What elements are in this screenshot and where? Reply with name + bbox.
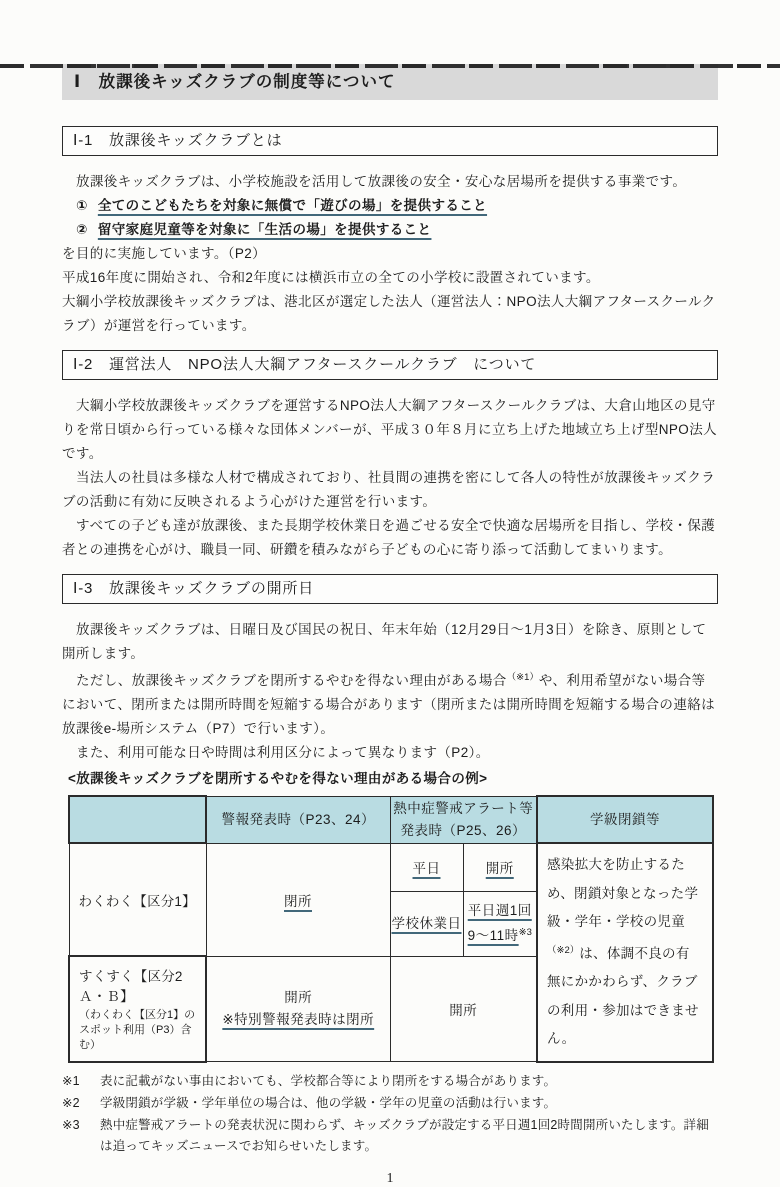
- footnote-ref-2: （※2）: [547, 944, 580, 956]
- list-item-2: [62, 218, 718, 242]
- page-content: [0, 64, 780, 1187]
- table-cell-class-closure: [537, 843, 713, 1062]
- paragraph: 放課後キッズクラブは、日曜日及び国民の祝日、年末年始（12月29日～1月3日）を除き、原則として開所します。: [62, 622, 707, 661]
- open-status: 開所: [284, 989, 313, 1005]
- paragraph: また、利用可能な日や時間は利用区分によって異なります（P2）。: [76, 745, 490, 760]
- paragraph: 当法人の社員は多様な人材で構成されており、社員間の連携を密にして各人の特性が放課後キッズクラブの活動に有効に反映されるよう心がけた運営を行います。: [62, 470, 716, 509]
- table-cell-warning-wakuwaku: [206, 843, 390, 956]
- footnotes: [62, 1071, 718, 1157]
- section-3-body: [62, 618, 718, 791]
- paragraph: 平成16年度に開始され、令和2年度には横浜市立の全ての小学校に設置されています。: [62, 270, 600, 285]
- paragraph-text: や、利用希望がない場合等において、閉所または開所時間を短縮する場合があります（閉所または開所時間を短縮する場合の連絡は放課後e-場所システム（P7）で行います）。: [62, 673, 716, 736]
- list-item-2-text: 留守家庭児童等を対象に「生活の場」を提供すること: [97, 222, 432, 237]
- footnote-1: [62, 1071, 718, 1092]
- footnote-1-number: ※1: [62, 1073, 80, 1088]
- table-header-heat-alert: [390, 796, 537, 843]
- section-heading-2: [62, 350, 718, 380]
- scan-edge-artifact: [0, 64, 780, 68]
- table-cell-holiday-value: [463, 891, 537, 956]
- table-cell-warning-sukusuku: [206, 956, 390, 1062]
- list-item-1-text: 全てのこどもたちを対象に無償で「遊びの場」を提供すること: [97, 198, 488, 213]
- closed-status: 閉所: [284, 893, 312, 909]
- chapter-title: Ⅰ 放課後キッズクラブの制度等について: [74, 73, 396, 91]
- footnote-1-text: 表に記載がない事由においても、学校都合等により閉所をする場合があります。: [100, 1073, 557, 1088]
- table-cell-weekday-label: [390, 843, 463, 891]
- closure-cases-table: [68, 795, 714, 1063]
- closure-text: 感染拡大を防止するため、閉鎖対象となった学級・学年・学校の児童: [547, 857, 699, 929]
- section-heading-1: [62, 126, 718, 156]
- paragraph: を目的に実施しています。（P2）: [62, 246, 267, 261]
- footnote-2-number: ※2: [62, 1095, 80, 1110]
- footnote-2-text: 学級閉鎖が学級・学年単位の場合は、他の学級・学年の児童の活動は行います。: [100, 1095, 557, 1110]
- list-item-2-number: ②: [76, 222, 88, 237]
- section-heading-1-label: Ⅰ-1 放課後キッズクラブとは: [73, 132, 283, 149]
- special-warning-note: ※特別警報発表時は閉所: [222, 1011, 375, 1027]
- paragraph-text: ただし、放課後キッズクラブを閉所するやむを得ない理由がある場合: [76, 673, 507, 688]
- section-2-body: [62, 394, 718, 562]
- table-header-empty-cell: [69, 796, 206, 843]
- section-heading-3-label: Ⅰ-3 放課後キッズクラブの開所日: [73, 580, 315, 597]
- sukusuku-label: すくすく【区分2Ａ・Ｂ】: [79, 968, 183, 1004]
- table-cell-alert-sukusuku: 開所: [390, 956, 537, 1062]
- table-header-warning: 警報発表時（P23、24）: [206, 796, 390, 843]
- footnote-3: [62, 1115, 718, 1157]
- table-cell-holiday-label: [390, 891, 463, 956]
- paragraph: 放課後キッズクラブは、小学校施設を活用して放課後の安全・安心な居場所を提供する事業です。: [76, 174, 687, 189]
- paragraph: 大綱小学校放課後キッズクラブを運営するNPO法人大綱アフタースクールクラブは、大倉山地区の見守りを常日頃から行っている様々な団体メンバーが、平成３０年８月に立ち上げた地域立ち上げ型NPO法人です。: [62, 398, 718, 461]
- list-item-1-number: ①: [76, 198, 88, 213]
- weekday-label: 平日: [412, 861, 441, 877]
- table-caption: <放課後キッズクラブを閉所するやむを得ない理由がある場合の例>: [68, 771, 488, 786]
- open-status: 開所: [485, 861, 514, 877]
- section-heading-3: [62, 574, 718, 604]
- table-row-label-wakuwaku: わくわく【区分1】: [69, 843, 206, 956]
- section-heading-2-label: Ⅰ-2 運営法人 NPO法人大綱アフタースクールクラブ について: [73, 356, 537, 373]
- table-header-class-closure: 学級閉鎖等: [537, 796, 713, 843]
- scanned-document-page: [0, 64, 780, 1186]
- table-cell-weekday-value: [463, 843, 537, 891]
- paragraph: [62, 666, 718, 741]
- page-number: 1: [386, 1170, 394, 1186]
- list-item-1: [62, 194, 718, 218]
- footnote-3-number: ※3: [62, 1117, 80, 1132]
- chapter-title-bar: [62, 64, 718, 100]
- closure-text: は、体調不良の有無にかかわらず、クラブの利用・参加はできません。: [547, 945, 699, 1046]
- sukusuku-sublabel: （わくわく【区分1】のスポット利用（P3）含む）: [79, 1008, 196, 1051]
- holiday-value-line1: 平日週1回: [467, 903, 532, 919]
- school-holiday-label: 学校休業日: [391, 915, 462, 931]
- table-header-heat-alert-line2: 発表時（P25、26）: [400, 822, 527, 838]
- footnote-3-text: 熱中症警戒アラートの発表状況に関わらず、キッズクラブが設定する平日週1回2時間開所いたします。詳細は追ってキッズニュースでお知らせいたします。: [100, 1117, 709, 1153]
- footnote-ref-3: ※3: [518, 927, 532, 939]
- footnote-ref-1: （※1）: [506, 672, 539, 683]
- holiday-value-line2: 9～11時: [467, 928, 519, 944]
- section-1-body: [62, 170, 718, 338]
- table-header-heat-alert-line1: 熱中症警戒アラート等: [393, 800, 534, 816]
- footnote-2: [62, 1093, 718, 1114]
- table-row-label-sukusuku: [69, 956, 206, 1062]
- paragraph: すべての子ども達が放課後、また長期学校休業日を過ごせる安全で快適な居場所を目指し、学校・保護者との連携を心がけ、職員一同、研鑽を積みながら子どもの心に寄り添って活動してまいります。: [62, 518, 716, 557]
- paragraph: 大綱小学校放課後キッズクラブは、港北区が選定した法人（運営法人：NPO法人大綱アフタースクールクラブ）が運営を行っています。: [62, 294, 716, 333]
